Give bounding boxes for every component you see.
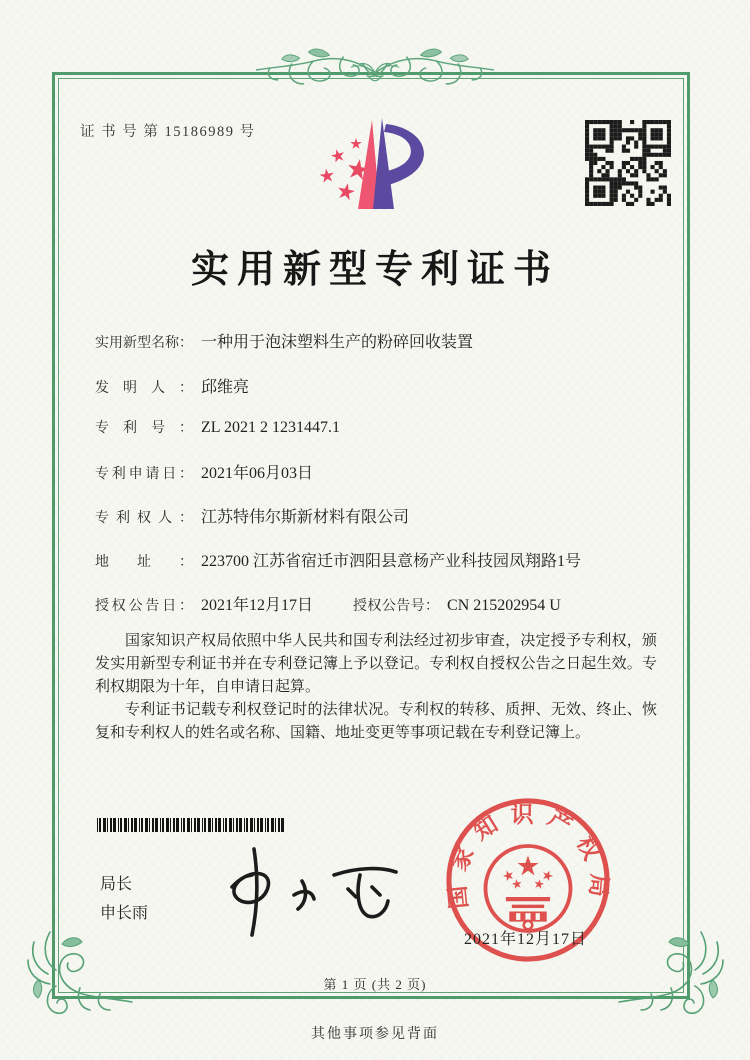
field-row-grant — [95, 592, 561, 615]
signoff-block — [100, 870, 148, 928]
floral-ornament-top-icon — [256, 46, 494, 96]
field-label: 授权公告日： — [95, 599, 193, 614]
commissioner-title: 局长 — [100, 876, 133, 893]
field-row-filing-date — [95, 460, 313, 483]
barcode — [97, 818, 287, 832]
commissioner-name: 申长雨 — [100, 905, 149, 922]
legal-paragraph-2: 专利证书记载专利权登记时的法律状况。专利权的转移、质押、无效、终止、恢复和专利权人的姓名或名称、国籍、地址变更等事项记载在专利登记簿上。 — [95, 702, 657, 741]
field-row-patent-number — [95, 417, 340, 437]
field-value: 江苏特伟尔斯新材料有限公司 — [201, 509, 410, 526]
field-row-inventor — [95, 374, 249, 397]
field-label: 专利号： — [95, 421, 193, 436]
page-number: 第 1 页 (共 2 页) — [323, 977, 427, 992]
field-value: 2021年06月03日 — [201, 465, 314, 482]
field-label: 地址： — [95, 555, 193, 570]
field-row-address — [95, 548, 581, 571]
field-value: 223700 江苏省宿迁市泗阳县意杨产业科技园凤翔路1号 — [201, 553, 582, 570]
field-row-patentee — [95, 504, 409, 527]
legal-paragraph-1: 国家知识产权局依照中华人民共和国专利法经过初步审查，决定授予专利权，颁发实用新型专利证书并在专利登记簿上予以登记。专利权自授权公告之日起生效。专利权期限为十年，自申请日起算。 — [95, 633, 657, 695]
field-label: 实用新型名称： — [95, 336, 193, 351]
field-label: 授权公告号： — [353, 599, 440, 614]
legal-text-block — [95, 630, 657, 745]
field-value: 邱维亮 — [201, 379, 250, 396]
qr-code — [585, 120, 671, 206]
field-label: 专利权人： — [95, 511, 193, 526]
field-value: 2021年12月17日 — [201, 597, 314, 614]
field-label: 发明人： — [95, 381, 193, 396]
field-row-name — [95, 329, 473, 352]
cnipa-logo-icon — [310, 114, 442, 220]
field-value: 一种用于泡沫塑料生产的粉碎回收装置 — [201, 334, 474, 351]
seal-ring-text: 国家知识产权局 — [443, 801, 613, 910]
seal-emblem-icon — [486, 846, 571, 931]
seal-date: 2021年12月17日 — [464, 931, 588, 948]
signature-autograph-icon — [210, 845, 420, 940]
back-side-note: 其他事项参见背面 — [311, 1027, 439, 1042]
certificate-title: 实用新型专利证书 — [190, 249, 559, 291]
field-label: 专利申请日： — [95, 467, 193, 482]
certificate-number: 证 书 号 第 15186989 号 — [80, 124, 256, 140]
field-value: CN 215202954 U — [447, 597, 561, 614]
field-value: ZL 2021 2 1231447.1 — [201, 419, 340, 436]
